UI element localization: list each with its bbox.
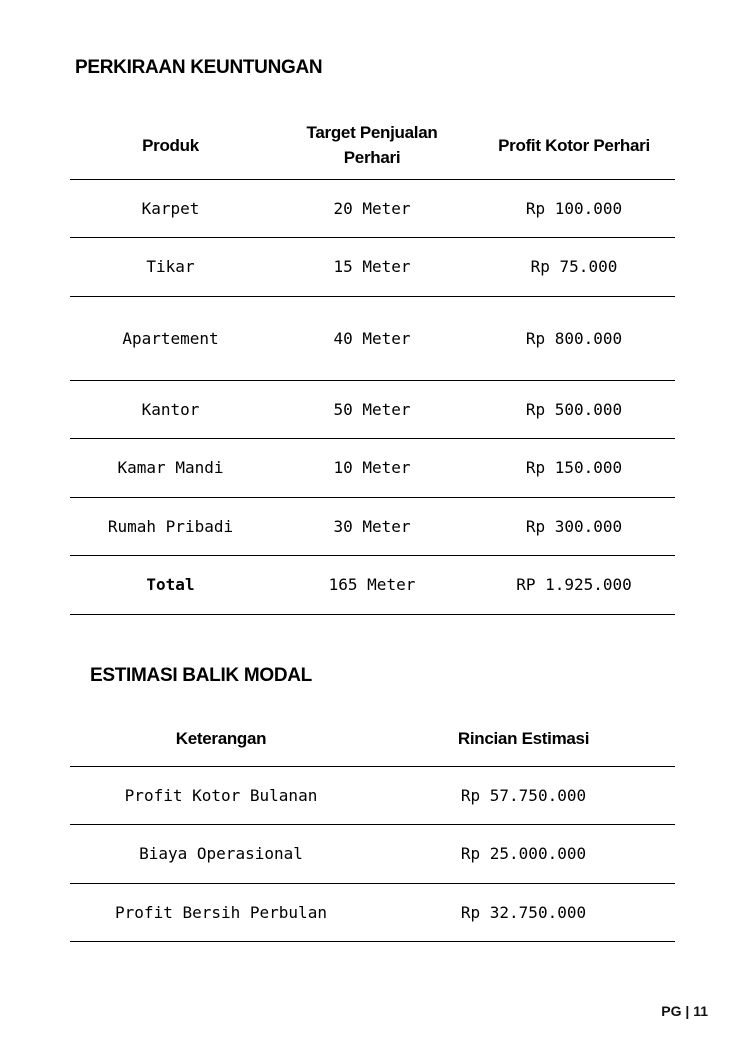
table-cell: Rp 100.000 <box>473 179 675 238</box>
table-row <box>70 497 675 556</box>
page-number: PG | 11 <box>661 1003 708 1019</box>
table-cell: 50 Meter <box>271 380 473 439</box>
table-header-row <box>70 112 675 179</box>
table-cell: Kantor <box>70 380 271 439</box>
column-header: Rincian Estimasi <box>457 728 590 748</box>
table-cell: Rp 300.000 <box>473 497 675 556</box>
column-header: Target Penjualan Perhari <box>306 123 438 168</box>
table-cell: Tikar <box>70 238 271 297</box>
table-cell: Apartement <box>70 296 271 380</box>
profit-section-title: PERKIRAAN KEUNTUNGAN <box>75 57 323 78</box>
table-cell: 30 Meter <box>271 497 473 556</box>
table-cell: Rp 57.750.000 <box>372 766 675 825</box>
table-cell: Profit Bersih Perbulan <box>70 883 372 942</box>
table-cell: Rp 500.000 <box>473 380 675 439</box>
table-cell: Rp 75.000 <box>473 238 675 297</box>
roi-table <box>70 711 675 942</box>
table-cell: 165 Meter <box>271 556 473 615</box>
table-cell: 40 Meter <box>271 296 473 380</box>
table-cell: Kamar Mandi <box>70 439 271 498</box>
table-cell: Rp 150.000 <box>473 439 675 498</box>
table-header-row <box>70 711 675 766</box>
table-row <box>70 766 675 825</box>
table-cell: Rp 800.000 <box>473 296 675 380</box>
table-row <box>70 825 675 884</box>
profit-table <box>70 112 675 615</box>
table-row <box>70 439 675 498</box>
roi-section-title: ESTIMASI BALIK MODAL <box>90 665 312 686</box>
total-row <box>70 556 675 615</box>
table-cell: Rumah Pribadi <box>70 497 271 556</box>
table-row <box>70 883 675 942</box>
table-row <box>70 380 675 439</box>
table-cell: RP 1.925.000 <box>473 556 675 615</box>
column-header: Keterangan <box>175 728 267 748</box>
table-cell: Profit Kotor Bulanan <box>70 766 372 825</box>
table-cell: 10 Meter <box>271 439 473 498</box>
table-row <box>70 179 675 238</box>
table-cell: 20 Meter <box>271 179 473 238</box>
column-header: Profit Kotor Perhari <box>498 135 650 155</box>
total-label: Total <box>70 556 271 615</box>
table-cell: Karpet <box>70 179 271 238</box>
table-cell: Rp 25.000.000 <box>372 825 675 884</box>
table-cell: 15 Meter <box>271 238 473 297</box>
table-cell: Rp 32.750.000 <box>372 883 675 942</box>
table-row <box>70 296 675 380</box>
column-header: Produk <box>142 135 199 155</box>
table-row <box>70 238 675 297</box>
table-cell: Biaya Operasional <box>70 825 372 884</box>
